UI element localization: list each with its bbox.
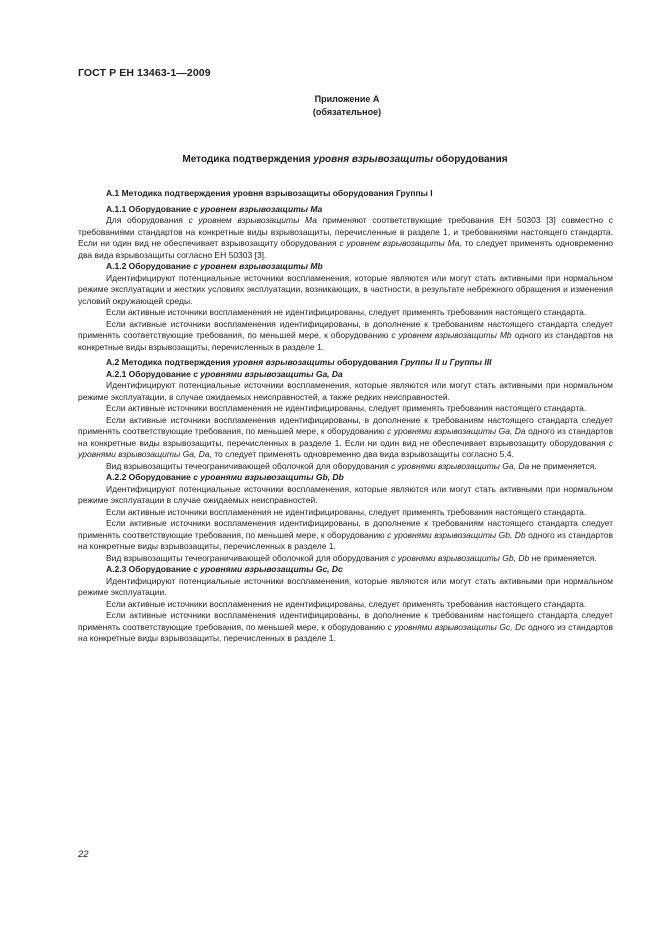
section-a1-heading: А.1 Методика подтверждения уровня взрывозащиты оборудования Группы I	[106, 188, 433, 198]
heading-text: А.2.1 Оборудование	[106, 368, 194, 379]
italic-run: с уровнями взрывозащиты Gc, Dc	[387, 621, 526, 632]
section-a21-heading	[78, 369, 613, 381]
text-run: Вид взрывозащиты течеограничивающей оболочкой для оборудования	[106, 552, 392, 563]
text-run: Если активные источники воспламенения идентифицированы, в дополнение к требованиям настоящего стандарта следует применять соответствующие требования, по меньшей мере, к оборудованию	[78, 318, 613, 340]
italic-run: с уровнями взрывозащиты Ga, Da	[391, 460, 530, 471]
text-run: Если активные источники воспламенения идентифицированы, в дополнение к требованиям настоящего стандарта следует применять соответствующие требования, по меньшей мере, к оборудованию	[78, 414, 613, 436]
italic-run: с уровнями взрывозащиты Ga, Da	[78, 437, 613, 459]
heading-italic: с уровнем взрывозащиты Mb	[193, 261, 323, 271]
text-run: Если активные источники воспламенения идентифицированы, в дополнение к требованиям настоящего стандарта следует применять соответствующие требования, по меньшей мере, к оборудованию	[78, 610, 613, 632]
heading-text: А.1.2 Оборудование	[106, 261, 194, 271]
section-a12-heading	[78, 261, 613, 273]
document-body	[78, 188, 613, 645]
paragraph: Если активные источники воспламенения не идентифицированы, следует применять требования настоящего стандарта.	[106, 307, 587, 317]
italic-run: с уровнями взрывозащиты Ga, Da	[387, 426, 526, 436]
section-a22-heading	[78, 472, 613, 484]
title-text-end: оборудования	[433, 154, 508, 165]
italic-run: с уровнями взрывозащиты Gb, Db	[391, 552, 530, 563]
text-run: не применяется.	[529, 460, 597, 471]
document-header: ГОСТ Р ЕН 13463-1—2009	[78, 67, 211, 79]
page-number: 22	[78, 849, 89, 860]
text-run: Если активные источники воспламенения идентифицированы, в дополнение к требованиям настоящего стандарта следует применять соответствующие требования, по меньшей мере, к оборудованию	[78, 518, 613, 540]
heading-italic: уровня взрывозащиты	[232, 357, 335, 367]
text-run: одного из стандартов на конкретные виды взрывозащиты, перечисленных в разделе 1.	[78, 621, 614, 643]
paragraph	[78, 553, 613, 565]
text-run: Для оборудования	[106, 215, 189, 225]
text-run: , то следует применять одновременно два вида взрывозащиты согласно 5.4.	[209, 449, 514, 459]
paragraph: Идентифицируют потенциальные источники воспламенения, которые являются или могут стать активными при нормальном режиме эксплуатации в случае ожидаемых неисправностей.	[78, 483, 613, 505]
appendix-status: (обязательное)	[312, 107, 382, 117]
heading-italic: с уровнями взрывозащиты Gc, Dc	[193, 564, 343, 574]
paragraph	[78, 518, 613, 553]
heading-italic: с уровнем взрывозащиты Ма	[193, 203, 323, 214]
title-italic-text: уровня взрывозащиты	[313, 154, 434, 165]
text-run: применяют соответствующие требования ЕН 50303 [3] совместно с требованиями стандартов на конкретные виды взрывозащиты, перечисленные в разделе 1, и требованиями настоящего стандарта. Если ни один вид не обеспечивает взрывозащиту оборудования	[78, 215, 613, 248]
paragraph: Если активные источники воспламенения не идентифицированы, следует применять требования настоящего стандарта.	[106, 598, 587, 609]
page-title	[78, 154, 612, 165]
title-text: Методика подтверждения	[182, 154, 314, 165]
text-run: одного из стандартов на конкретные виды взрывозащиты, перечисленных в разделе 1.	[78, 330, 614, 352]
text-run: Вид взрывозащиты течеограничивающей оболочкой для оборудования	[106, 460, 392, 471]
paragraph	[78, 415, 613, 461]
paragraph: Если активные источники воспламенения не идентифицированы, следует применять требования настоящего стандарта.	[106, 506, 587, 517]
heading-text: А.1.1 Оборудование	[106, 203, 194, 214]
italic-run: с уровнем взрывозащиты Mb	[391, 330, 512, 340]
paragraph	[78, 215, 613, 261]
italic-run: с уровнями взрывозащиты Gb, Db	[387, 529, 526, 540]
heading-italic: с уровнями взрывозащиты Gb, Db	[193, 472, 344, 482]
paragraph	[78, 319, 613, 354]
heading-text: А.2.2 Оборудование	[106, 472, 194, 482]
italic-run: с уровнем взрывозащиты Ма	[188, 215, 317, 225]
section-a23-heading	[78, 564, 613, 576]
paragraph	[78, 610, 613, 645]
paragraph: Если активные источники воспламенения не идентифицированы, следует применять требования настоящего стандарта.	[106, 403, 587, 413]
heading-text: оборудования	[334, 357, 401, 367]
heading-text: А.2.3 Оборудование	[106, 564, 194, 574]
paragraph: Идентифицируют потенциальные источники воспламенения, которые являются или могут стать активными при нормальном режиме эксплуатации, в случае ожидаемых неисправностей, а также редких неисправностей.	[78, 380, 613, 402]
text-run: , то следует применять одновременно два вида взрывозащиты согласно ЕН 50303 [3].	[78, 238, 613, 260]
paragraph: Идентифицируют потенциальные источники воспламенения, которые являются или могут стать активными при нормальном режиме эксплуатации и жестких условиях эксплуатации, возникающих, в частности, в результате небрежного обращения и изменения условий окружающей среды.	[78, 272, 613, 306]
appendix-label: Приложение А	[314, 94, 380, 104]
paragraph: Идентифицируют потенциальные источники воспламенения, которые являются или могут стать активными при нормальном режиме эксплуатации.	[78, 575, 613, 597]
italic-run: с уровнем взрывозащиты Ма	[339, 238, 460, 248]
paragraph	[78, 461, 613, 473]
section-a2-heading	[78, 357, 613, 369]
heading-italic: с уровнями взрывозащиты Ga, Da	[193, 368, 343, 379]
heading-italic: Группы II и Группы III	[400, 357, 492, 367]
text-run: не применяется.	[529, 552, 597, 563]
text-run: одного из стандартов на конкретные виды взрывозащиты, перечисленных в разделе 1.	[78, 529, 614, 551]
text-run: одного из стандартов на конкретные виды взрывозащиты, перечисленных в разделе 1. Если ни один вид не обеспечивает взрывозащиту оборудования	[78, 426, 614, 448]
section-a11-heading	[78, 204, 613, 216]
heading-text: А.2 Методика подтверждения	[106, 357, 233, 367]
